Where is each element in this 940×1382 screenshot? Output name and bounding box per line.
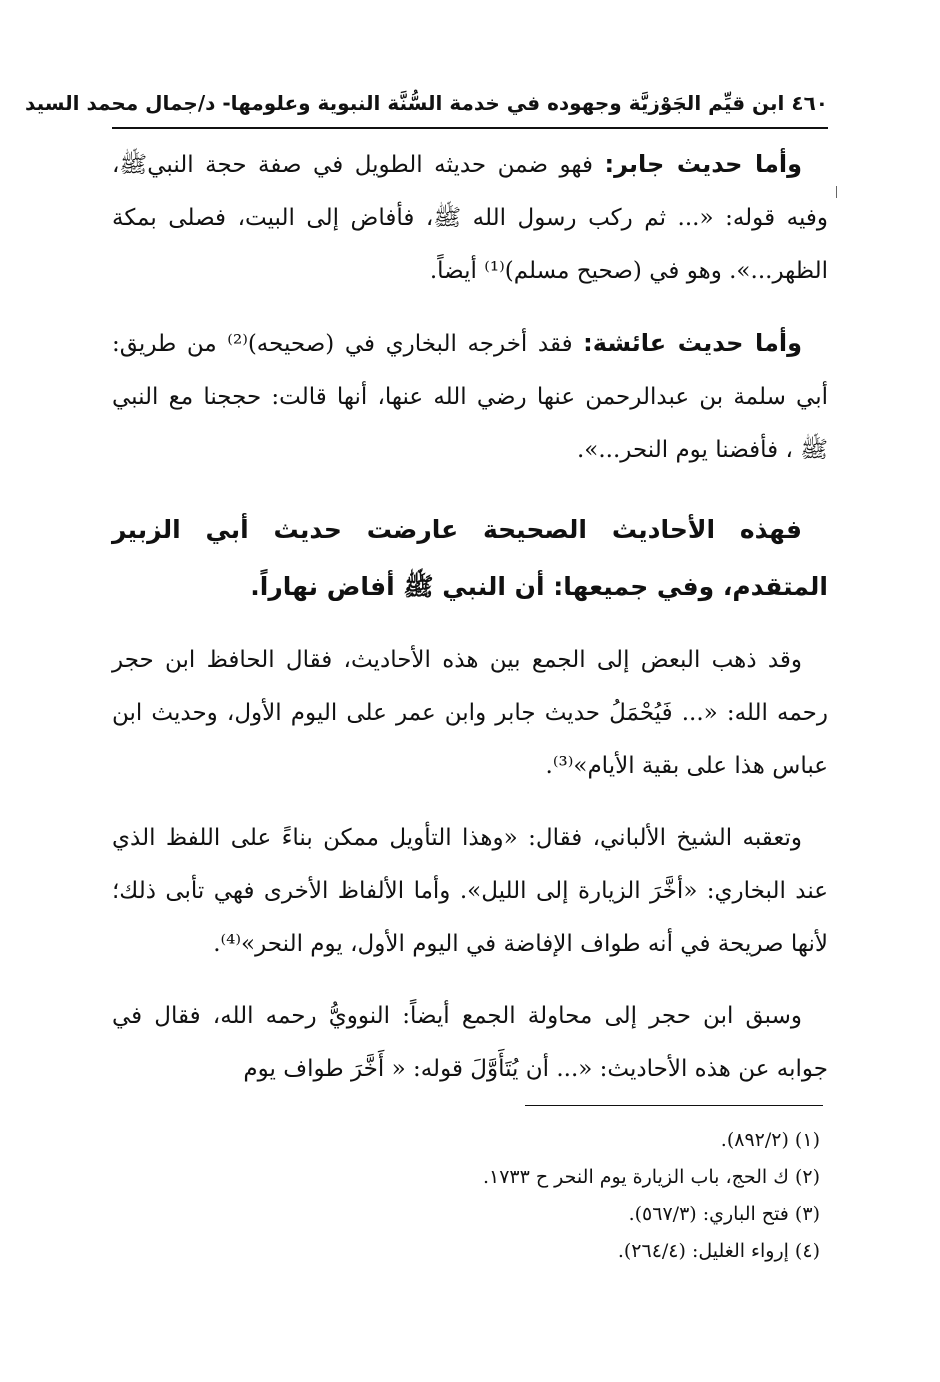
paragraph-gap [112,793,828,812]
paragraph-body: فهو ضمن حديثه الطويل في صفة حجة النبيﷺ، وفيه قوله: «... ثم ركب رسول الله ﷺ، فأفاض إلى البيت، فصلى بمكة الظهر...». وهو في (صحيح مسلم)⁽¹⁾ أيضاً. [112,152,828,284]
paragraph-gap [112,477,828,501]
footnote-2: (٢) ك الحج، باب الزيارة يوم النحر ح ١٧٣٣. [482,1166,820,1188]
paragraph-gap [112,971,828,990]
footnote-4: (٤) إرواء الغليل: (٢٦٤/٤). [617,1240,820,1262]
paragraph-ibn-hajar: وقد ذهب البعض إلى الجمع بين هذه الأحاديث، فقال الحافظ ابن حجر رحمه الله: «... فَيُحْمَلُ حديث جابر وابن عمر على اليوم الأول، وحديث ابن عباس هذا على بقية الأيام»⁽³⁾. [112,647,828,779]
running-header: ٤٦٠ ابن قيِّم الجَوْزيَّة وجهوده في خدمة السُّنَّة النبوية وعلومها- د/جمال محمد السيد [25,91,828,115]
footnotes [300,1122,820,1270]
paragraph-gap [112,298,828,317]
paragraph-gap [112,615,828,634]
margin-mark [836,186,837,198]
paragraph-jabir [112,138,828,298]
main-text [112,138,828,1096]
paragraph-nawawi: وسبق ابن حجر إلى محاولة الجمع أيضاً: النوويُّ رحمه الله، فقال في جوابه عن هذه الأحاديث: «... أن يُتَأَوَّلَ قوله: « أَخَّرَ طواف يوم [112,1003,828,1082]
paragraph-lead: وأما حديث جابر: [604,150,802,178]
paragraph-albani: وتعقبه الشيخ الألباني، فقال: «وهذا التأويل ممكن بناءً على اللفظ الذي عند البخاري: «أخَّرَ الزيارة إلى الليل». وأما الألفاظ الأخرى فهي تأبى ذلك؛ لأنها صريحة في أنه طواف الإفاضة في اليوم الأول، يوم النحر»⁽⁴⁾. [112,825,828,957]
paragraph-aisha [112,317,828,477]
footnote-rule [525,1105,823,1106]
paragraph-body: فقد أخرجه البخاري في (صحيحه)⁽²⁾ من طريق: أبي سلمة بن عبدالرحمن عنها رضي الله عنها، أنها قالت: حججنا مع النبي ﷺ ، فأفضنا يوم النحر...». [112,331,828,463]
footnote-1: (١) (٨٩٢/٢). [720,1129,820,1151]
paragraph-lead: وأما حديث عائشة: [583,329,802,357]
footnote-3: (٣) فتح الباري: (٥٦٧/٣). [628,1203,820,1225]
paragraph-conclusion: فهذه الأحاديث الصحيحة عارضت حديث أبي الزبير المتقدم، وفي جميعها: أن النبي ﷺ أفاض نهاراً. [112,515,828,601]
header-rule [112,127,828,129]
